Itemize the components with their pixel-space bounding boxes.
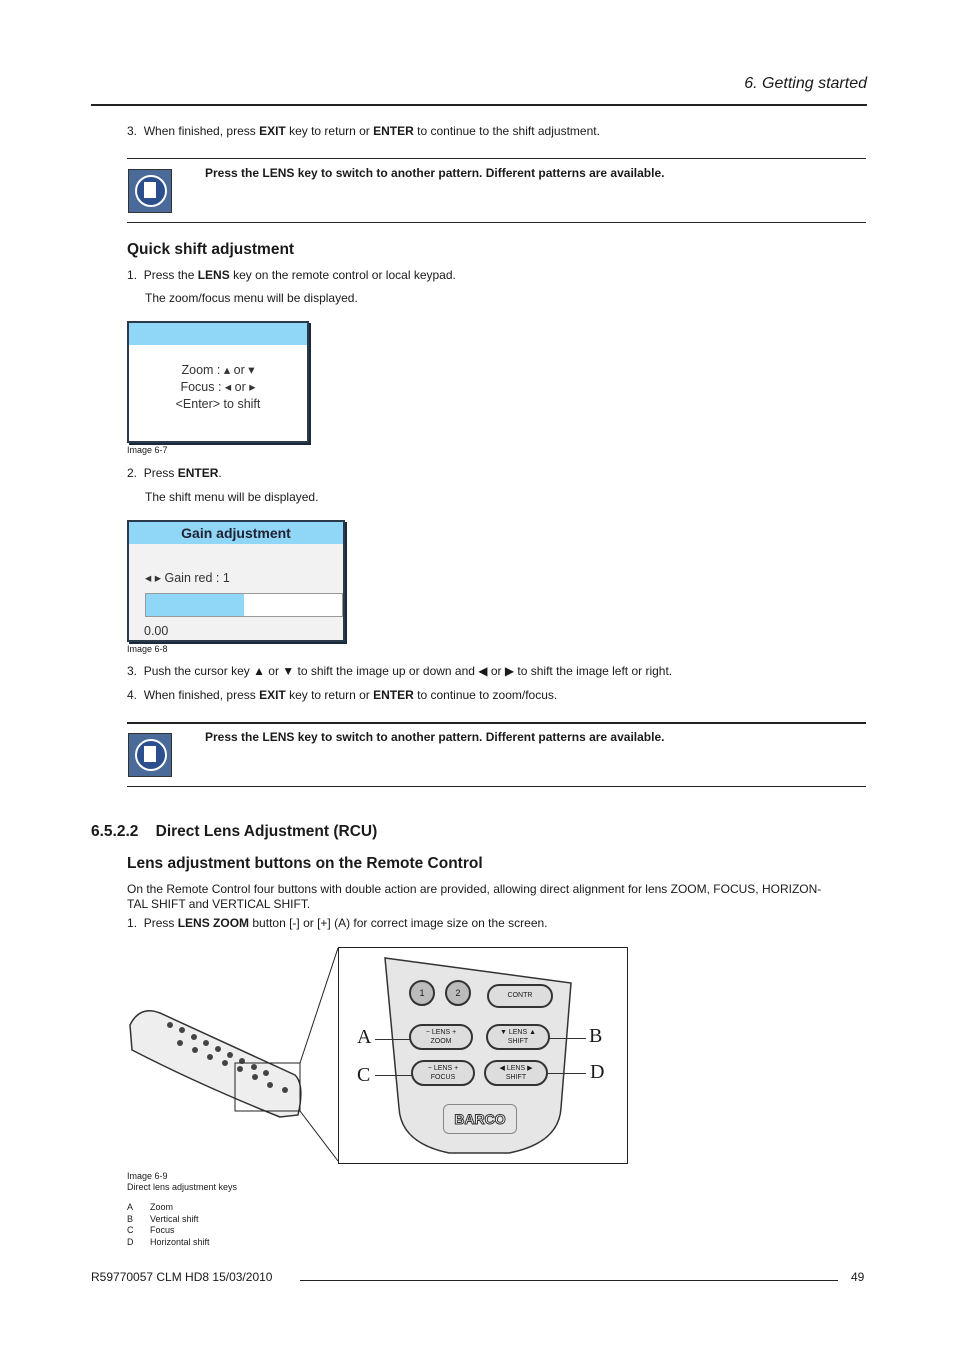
rcu-paragraph: On the Remote Control four buttons with double action are provided, allowing direct alignment for lens ZOOM, FOCUS, HORIZON- <box>127 882 822 896</box>
lens-zoom-button[interactable]: − LENS + ZOOM <box>409 1024 473 1050</box>
legend-item: C Focus <box>127 1225 175 1235</box>
note-rule <box>127 158 866 159</box>
footer-rule <box>300 1280 838 1281</box>
menu-header <box>129 323 307 345</box>
lens-horizontal-shift-button[interactable]: ◀ LENS ▶ SHIFT <box>484 1060 548 1086</box>
image-description: Direct lens adjustment keys <box>127 1182 238 1192</box>
progress-fill <box>146 594 244 616</box>
legend-item: D Horizontal shift <box>127 1236 210 1247</box>
note-rule <box>127 722 866 724</box>
quick-step-4: 4. When finished, press EXIT key to return or ENTER to continue to zoom/focus. <box>127 688 558 702</box>
image-caption: Image 6-7 <box>127 445 168 455</box>
footer-doc-info: R59770057 CLM HD8 15/03/2010 <box>91 1270 273 1284</box>
callout-b: B <box>589 1025 603 1047</box>
menu-title: Gain adjustment <box>129 522 343 544</box>
quick-step-1: 1. Press the LENS key on the remote control or local keypad. <box>127 268 456 282</box>
quick-shift-heading: Quick shift adjustment <box>127 241 295 258</box>
header-rule <box>91 104 867 106</box>
rcu-paragraph: TAL SHIFT and VERTICAL SHIFT. <box>127 897 311 911</box>
key-1-button[interactable]: 1 <box>409 980 435 1006</box>
menu-line: Zoom : ▴ or ▾ <box>181 363 255 377</box>
legend-item: A Zoom <box>127 1202 174 1212</box>
gain-adjustment-menu <box>127 520 345 642</box>
note-text: Press the LENS key to switch to another pattern. Different patterns are available. <box>205 730 665 744</box>
image-caption: Image 6-9 <box>127 1171 168 1181</box>
key-2-button[interactable]: 2 <box>445 980 471 1006</box>
lens-focus-button[interactable]: − LENS + FOCUS <box>411 1060 475 1086</box>
remote-control-illustration <box>120 945 340 1165</box>
callout-d: D <box>590 1061 605 1083</box>
note-icon <box>128 733 172 777</box>
contrast-button[interactable]: CONTR <box>487 984 553 1008</box>
gain-progress-bar <box>145 593 343 617</box>
note-text: Press the LENS key to switch to another pattern. Different patterns are available. <box>205 166 665 180</box>
image-caption: Image 6-8 <box>127 644 168 654</box>
quick-step-3: 3. Push the cursor key ▲ or ▼ to shift the image up or down and ◀ or ▶ to shift the image left or right. <box>127 664 673 678</box>
quick-step-2: 2. Press ENTER. <box>127 466 222 480</box>
quick-step-2-result: The shift menu will be displayed. <box>145 490 319 504</box>
menu-item: ◂ ▸ Gain red : 1 <box>145 571 230 585</box>
page-number: 49 <box>851 1270 865 1284</box>
chapter-header: 6. Getting started <box>744 75 867 92</box>
rcu-heading: Lens adjustment buttons on the Remote Control <box>127 855 483 872</box>
note-rule <box>127 222 866 223</box>
remote-detail-frame <box>338 947 628 1164</box>
section-heading: 6.5.2.2 Direct Lens Adjustment (RCU) <box>91 823 378 840</box>
legend-item: B Vertical shift <box>127 1213 199 1224</box>
callout-a: A <box>357 1026 372 1048</box>
zoom-focus-menu <box>127 321 309 443</box>
step-3-finish: 3. When finished, press EXIT key to return or ENTER to continue to the shift adjustment. <box>127 124 600 138</box>
note-icon <box>128 169 172 213</box>
rcu-step-1: 1. Press LENS ZOOM button [-] or [+] (A) for correct image size on the screen. <box>127 916 548 930</box>
note-rule <box>127 786 866 787</box>
menu-value: 0.00 <box>144 624 169 638</box>
legend-list <box>127 1202 210 1248</box>
lens-vertical-shift-button[interactable]: ▼ LENS ▲ SHIFT <box>486 1024 550 1050</box>
menu-line: Focus : ◂ or ▸ <box>180 380 256 394</box>
barco-logo: BARCO <box>443 1104 517 1134</box>
callout-c: C <box>357 1064 371 1086</box>
quick-step-1-result: The zoom/focus menu will be displayed. <box>145 291 358 305</box>
menu-line: <Enter> to shift <box>175 397 261 411</box>
